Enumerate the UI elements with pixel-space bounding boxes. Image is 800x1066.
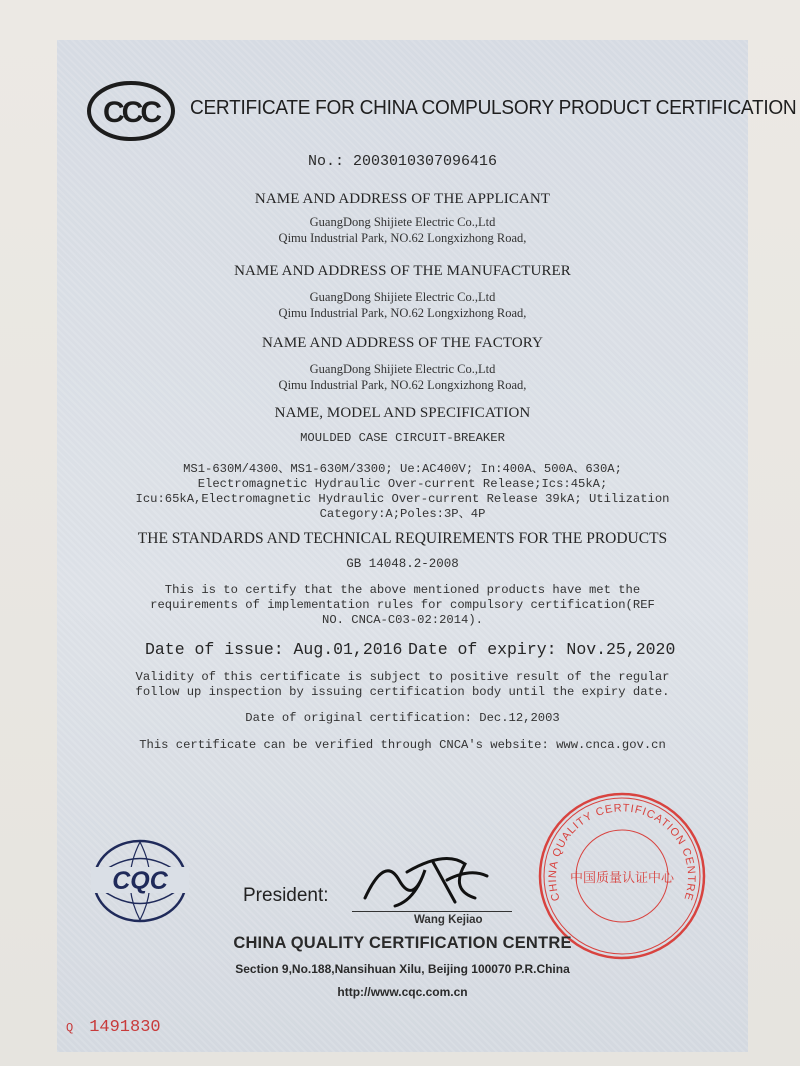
issue-date: Date of issue: Aug.01,2016: [145, 640, 403, 659]
president-name: Wang Kejiao: [414, 914, 483, 926]
organization-address: Section 9,No.188,Nansihuan Xilu, Beijing 100070 P.R.China: [235, 962, 570, 976]
seal-outer-text: CHINA QUALITY CERTIFICATION CENTRE: [546, 802, 698, 903]
president-label: President:: [243, 885, 329, 906]
certificate-title: CERTIFICATE FOR CHINA COMPULSORY PRODUCT CERTIFICATION: [190, 96, 797, 119]
signature-mark: [355, 850, 495, 910]
standards-value: GB 14048.2-2008: [346, 557, 459, 571]
organization-website: http://www.cqc.com.cn: [337, 985, 468, 999]
original-certification-date: Date of original certification: Dec.12,2003: [245, 711, 560, 725]
dates-row: [145, 640, 676, 659]
serial-value: 1491830: [89, 1018, 161, 1037]
factory-heading: NAME AND ADDRESS OF THE FACTORY: [261, 335, 544, 351]
svg-text:CHINA QUALITY CERTIFICATION CE: [547, 802, 697, 902]
expiry-date: Date of expiry: Nov.25,2020: [408, 640, 676, 659]
serial-number: [66, 1018, 161, 1037]
verification-note: This certificate can be verified through CNCA's website: www.cnca.gov.cn: [139, 738, 666, 752]
validity-line: follow up inspection by issuing certification body until the expiry date.: [135, 685, 670, 699]
applicant-heading: NAME AND ADDRESS OF THE APPLICANT: [254, 191, 551, 207]
spec-line: Icu:65kA,Electromagnetic Hydraulic Over-current Release 39kA; Utilization: [135, 492, 670, 506]
statement-line: This is to certify that the above mentioned products have met the: [164, 583, 641, 597]
standards-heading: THE STANDARDS AND TECHNICAL REQUIREMENTS FOR THE PRODUCTS: [137, 530, 668, 547]
manufacturer-heading: NAME AND ADDRESS OF THE MANUFACTURER: [234, 263, 571, 279]
ccc-logo-text: CCC: [103, 96, 159, 129]
validity-line: Validity of this certificate is subject to positive result of the regular: [135, 670, 670, 684]
cqc-logo-text: CQC: [112, 867, 168, 895]
applicant-address: Qimu Industrial Park, NO.62 Longxizhong Road,: [278, 231, 527, 245]
statement-line: requirements of implementation rules for compulsory certification(REF: [150, 598, 655, 612]
certificate-number: No.: 2003010307096416: [307, 153, 498, 170]
signature-line: [352, 911, 512, 912]
spec-line: Category:A;Poles:3P、4P: [319, 507, 486, 521]
ccc-logo: [86, 80, 176, 142]
serial-prefix: Q: [66, 1021, 74, 1035]
spec-line: Electromagnetic Hydraulic Over-current Release;Ics:45kA;: [197, 477, 608, 491]
statement-line: NO. CNCA-C03-02:2014).: [322, 613, 483, 627]
cqc-logo: [85, 836, 195, 926]
spec-line: MS1-630M/4300、MS1-630M/3300; Ue:AC400V; In:400A、500A、630A;: [183, 462, 622, 476]
product-heading: NAME, MODEL AND SPECIFICATION: [274, 405, 531, 421]
product-name: MOULDED CASE CIRCUIT-BREAKER: [300, 431, 505, 445]
manufacturer-name: GuangDong Shijiete Electric Co.,Ltd: [309, 290, 496, 304]
factory-name: GuangDong Shijiete Electric Co.,Ltd: [309, 362, 496, 376]
organization-name: CHINA QUALITY CERTIFICATION CENTRE: [233, 934, 572, 952]
factory-address: Qimu Industrial Park, NO.62 Longxizhong Road,: [278, 378, 527, 392]
seal-inner-text: 中国质量认证中心: [569, 871, 675, 886]
manufacturer-address: Qimu Industrial Park, NO.62 Longxizhong Road,: [278, 306, 527, 320]
applicant-name: GuangDong Shijiete Electric Co.,Ltd: [309, 215, 496, 229]
